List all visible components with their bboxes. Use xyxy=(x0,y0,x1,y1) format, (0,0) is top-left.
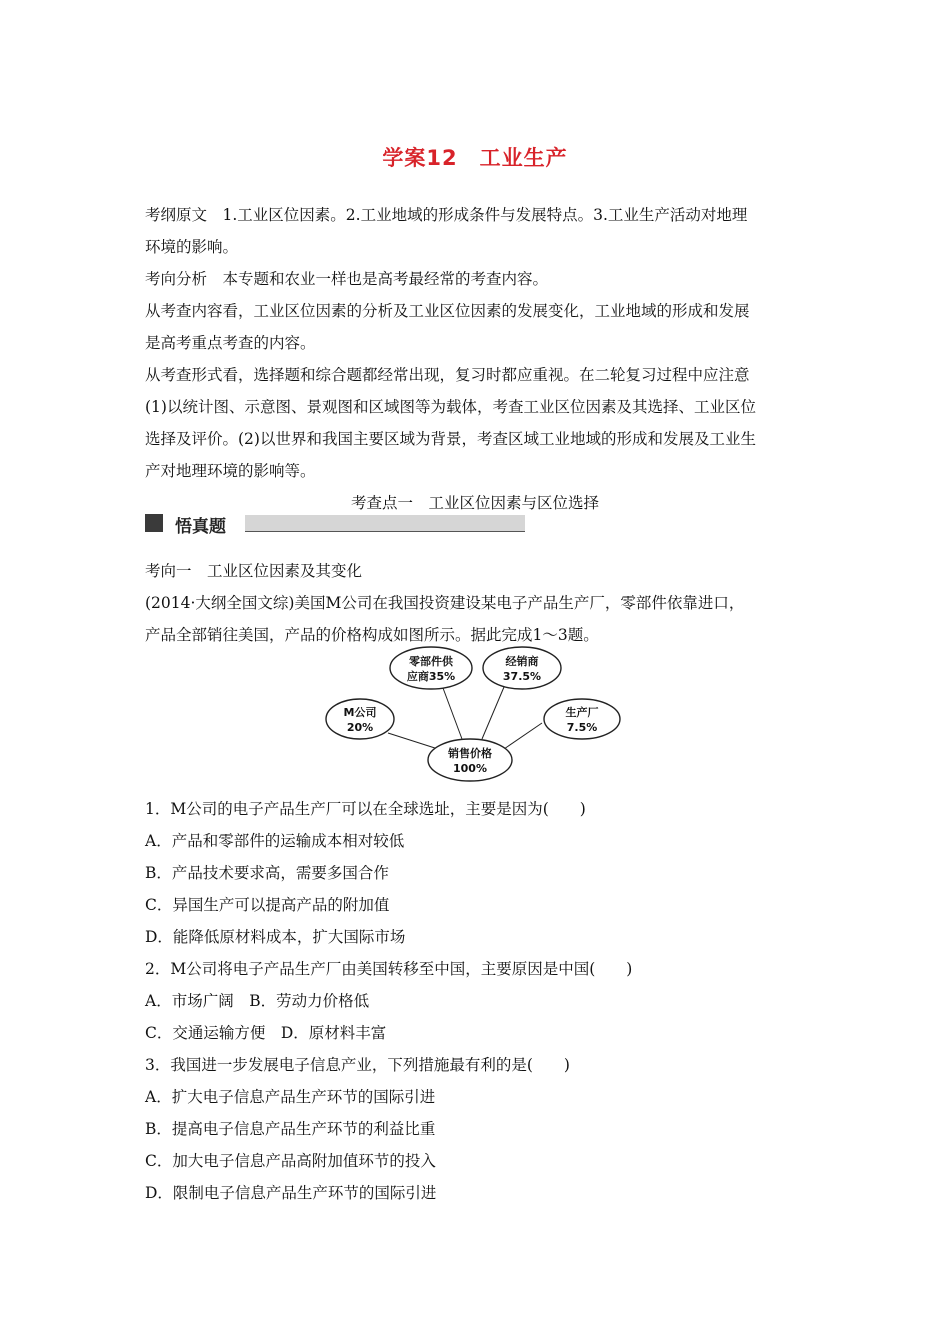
question-3-option-c: C．加大电子信息产品高附加值环节的投入 xyxy=(145,1152,436,1170)
direction-heading: 考向一 工业区位因素及其变化 xyxy=(145,562,363,580)
supplier-label: 零部件供 xyxy=(409,655,453,668)
question-2-options-cd: C．交通运输方便 D．原材料丰富 xyxy=(145,1024,387,1042)
analysis-line-4: 从考查形式看，选择题和综合题都经常出现，复习时都应重视。在二轮复习过程中应注意 xyxy=(145,366,750,384)
factory-label: 生产厂 xyxy=(565,706,599,719)
section-rule xyxy=(245,515,525,532)
question-3-option-b: B．提高电子信息产品生产环节的利益比重 xyxy=(145,1120,436,1138)
question-1-option-a: A．产品和零部件的运输成本相对较低 xyxy=(145,832,405,850)
m-company-share: 20% xyxy=(346,721,374,734)
section-header xyxy=(145,512,525,537)
link-m-company xyxy=(388,733,438,749)
analysis-line-2: 从考查内容看，工业区位因素的分析及工业区位因素的发展变化，工业地域的形成和发展 xyxy=(145,302,750,320)
section-marker xyxy=(145,514,163,532)
distributor-share: 37.5% xyxy=(502,670,542,683)
analysis-line-7: 产对地理环境的影响等。 xyxy=(145,462,316,480)
question-2-options-ab: A．市场广阔 B．劳动力价格低 xyxy=(145,992,370,1010)
page-title: 学案12 工业生产 xyxy=(382,146,568,170)
question-1-option-c: C．异国生产可以提高产品的附加值 xyxy=(145,896,390,914)
question-2-stem: 2．M公司将电子产品生产厂由美国转移至中国，主要原因是中国( ) xyxy=(145,960,633,978)
analysis-line-1: 考向分析 本专题和农业一样也是高考最经常的考查内容。 xyxy=(145,270,549,288)
m-company-label: M公司 xyxy=(343,706,377,719)
exam-point-heading: 考查点一 工业区位因素与区位选择 xyxy=(350,494,599,512)
syllabus-line-1: 考纲原文 1.工业区位因素。2.工业地域的形成条件与发展特点。3.工业生产活动对地理 xyxy=(145,206,748,224)
question-3-option-a: A．扩大电子信息产品生产环节的国际引进 xyxy=(145,1088,436,1106)
distributor-label: 经销商 xyxy=(505,655,539,668)
analysis-line-5: (1)以统计图、示意图、景观图和区域图等为载体，考查工业区位因素及其选择、工业区位 xyxy=(145,398,756,416)
analysis-line-6: 选择及评价。(2)以世界和我国主要区域为背景，考查区域工业地域的形成和发展及工业生 xyxy=(145,430,756,448)
section-label: 悟真题 xyxy=(175,517,226,537)
question-stem-line-1: (2014·大纲全国文综)美国M公司在我国投资建设某电子产品生产厂，零部件依靠进口， xyxy=(145,594,745,612)
question-1-option-b: B．产品技术要求高，需要多国合作 xyxy=(145,864,389,882)
link-distributor xyxy=(482,687,504,739)
sales-price-share: 100% xyxy=(453,762,487,775)
supplier-share: 应商35% xyxy=(406,670,456,683)
question-3-stem: 3．我国进一步发展电子信息产业，下列措施最有利的是( ) xyxy=(145,1056,570,1074)
syllabus-line-2: 环境的影响。 xyxy=(145,238,239,256)
link-factory xyxy=(504,723,542,749)
analysis-line-3: 是高考重点考查的内容。 xyxy=(145,334,316,352)
question-1-option-d: D．能降低原材料成本，扩大国际市场 xyxy=(145,928,406,946)
link-supplier xyxy=(443,688,462,739)
factory-share: 7.5% xyxy=(566,721,598,734)
sales-price-label: 销售价格 xyxy=(448,747,492,760)
question-stem-line-2: 产品全部销往美国，产品的价格构成如图所示。据此完成1～3题。 xyxy=(145,626,599,644)
question-3-option-d: D．限制电子信息产品生产环节的国际引进 xyxy=(145,1184,437,1202)
price-structure-diagram xyxy=(320,645,630,785)
question-1-stem: 1．M公司的电子产品生产厂可以在全球选址，主要是因为( ) xyxy=(145,800,586,818)
